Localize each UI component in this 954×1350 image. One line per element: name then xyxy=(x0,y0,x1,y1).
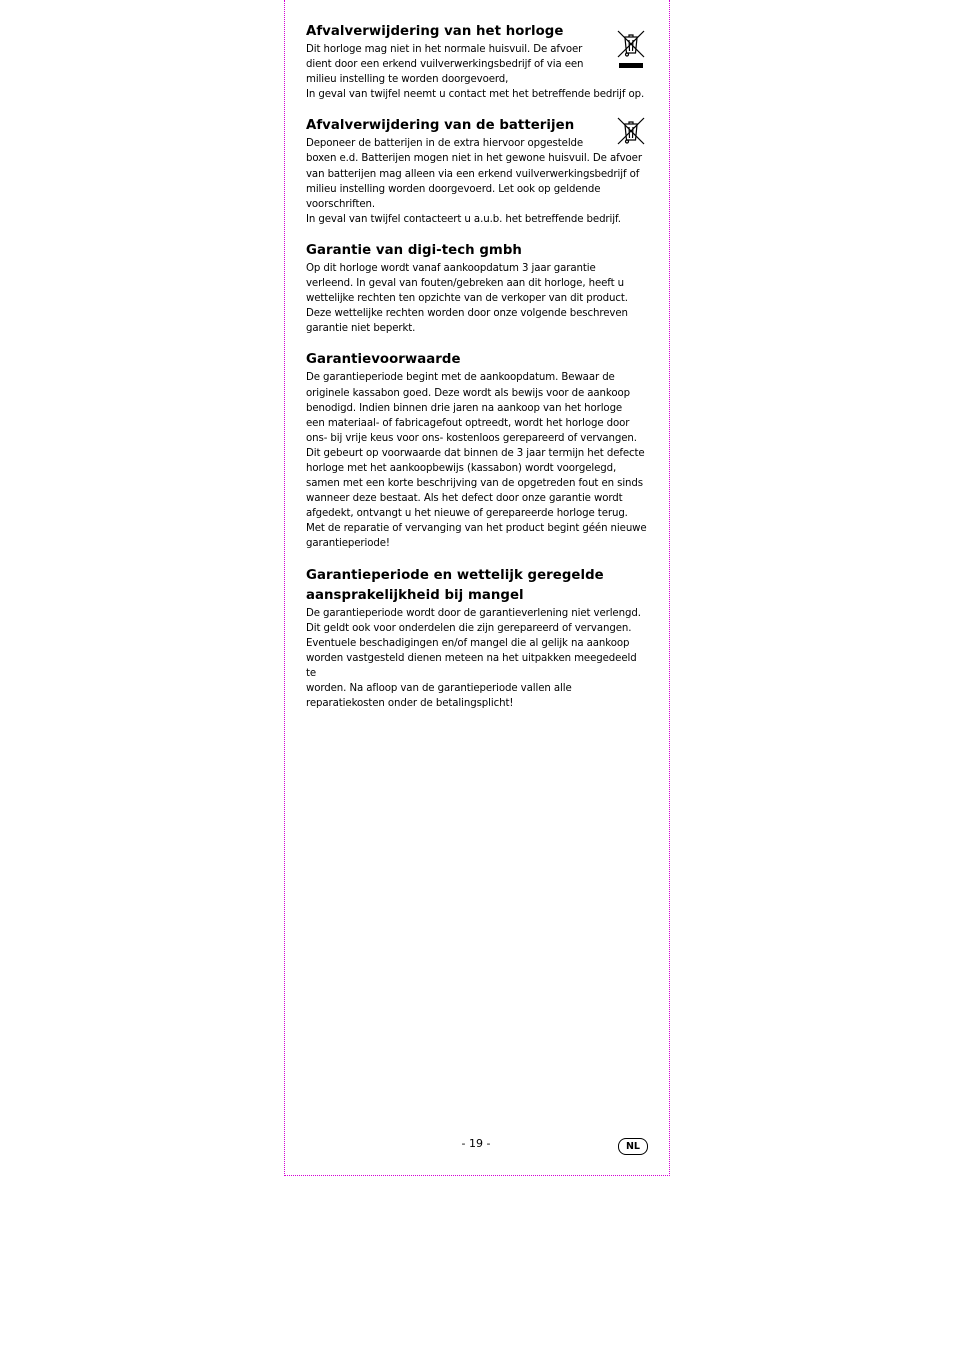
section-heading: Garantievoorwaarde xyxy=(306,352,461,368)
paragraph-line: wettelijke rechten ten opzichte van de verkoper van dit product. xyxy=(306,293,628,305)
section-warranty xyxy=(306,241,648,336)
paragraph-line: ons- bij vrije keus voor ons- kostenloos gerepareerd of vervangen. xyxy=(306,432,637,444)
section-warranty-conditions xyxy=(306,350,648,551)
paragraph-line: Deze wettelijke rechten worden door onze volgende beschreven xyxy=(306,308,628,320)
paragraph-line: Dit gebeurt op voorwaarde dat binnen de 3 jaar termijn het defecte xyxy=(306,447,645,459)
section-heading: Garantieperiode en wettelijk geregelde xyxy=(306,567,604,583)
paragraph-line: milieu instelling worden doorgevoerd. Let ook op geldende xyxy=(306,183,601,195)
paragraph-line: De garantieperiode begint met de aankoopdatum. Bewaar de xyxy=(306,372,615,384)
paragraph-line: Met de reparatie of vervanging van het product begint géén nieuwe xyxy=(306,523,647,535)
section-warranty-period-liability xyxy=(306,566,648,712)
paragraph-line: voorschriften. xyxy=(306,198,376,210)
paragraph-line: van batterijen mag alleen via een erkend vuilverwerkingsbedrijf of xyxy=(306,168,640,180)
paragraph-line: verleend. In geval van fouten/gebreken aan dit horloge, heeft u xyxy=(306,278,625,290)
section-battery-disposal xyxy=(306,116,648,227)
paragraph-line: horloge met het aankoopbewijs (kassabon) wordt voorgelegd, xyxy=(306,462,617,474)
paragraph-line: reparatiekosten onder de betalingsplicht! xyxy=(306,698,514,710)
paragraph-line: In geval van twijfel contacteert u a.u.b. het betreffende bedrijf. xyxy=(306,213,621,225)
section-heading: Afvalverwijdering van de batterijen xyxy=(306,118,575,134)
paragraph-line: milieu instelling te worden doorgevoerd, xyxy=(306,74,509,86)
language-badge: NL xyxy=(618,1138,648,1155)
paragraph-line: Op dit horloge wordt vanaf aankoopdatum 3 jaar garantie xyxy=(306,262,596,274)
paragraph-line: Deponeer de batterijen in de extra hiervoor opgestelde xyxy=(306,138,584,150)
paragraph-line: De garantieperiode wordt door de garantieverlening niet verlengd. xyxy=(306,607,641,619)
paragraph-line: garantieperiode! xyxy=(306,538,390,550)
paragraph-line: een materiaal- of fabricagefout optreedt, wordt het horloge door xyxy=(306,417,630,429)
paragraph-line: boxen e.d. Batterijen mogen niet in het gewone huisvuil. De afvoer xyxy=(306,153,642,165)
section-heading: aansprakelijkheid bij mangel xyxy=(306,587,524,603)
paragraph-line: In geval van twijfel neemt u contact met het betreffende bedrijf op. xyxy=(306,89,645,101)
paragraph-line: afgedekt, ontvangt u het nieuwe of gerepareerde horloge terug. xyxy=(306,508,628,520)
paragraph-line: garantie niet beperkt. xyxy=(306,323,416,335)
page-number: - 19 - xyxy=(461,1137,491,1150)
section-heading: Garantie van digi-tech gmbh xyxy=(306,242,522,258)
paragraph-line: Dit geldt ook voor onderdelen die zijn gerepareerd of vervangen. xyxy=(306,622,632,634)
document-content xyxy=(306,22,648,711)
paragraph-line: worden vastgesteld dienen meteen na het uitpakken meegedeeld te xyxy=(306,652,637,679)
paragraph-line: dient door een erkend vuilverwerkingsbedrijf of via een xyxy=(306,59,584,71)
paragraph-line: samen met een korte beschrijving van de opgetreden fout en sinds xyxy=(306,478,643,490)
section-watch-disposal xyxy=(306,22,648,102)
paragraph-line: worden. Na afloop van de garantieperiode vallen alle xyxy=(306,683,572,694)
section-heading: Afvalverwijdering van het horloge xyxy=(306,24,564,39)
paragraph-line: wanneer deze bestaat. Als het defect door onze garantie wordt xyxy=(306,493,623,505)
paragraph-line: Eventuele beschadigingen en/of mangel die al gelijk na aankoop xyxy=(306,637,630,649)
paragraph-line: Dit horloge mag niet in het normale huisvuil. De afvoer xyxy=(306,44,583,55)
paragraph-line: benodigd. Indien binnen drie jaren na aankoop van het horloge xyxy=(306,402,623,414)
paragraph-line: originele kassabon goed. Deze wordt als bewijs voor de aankoop xyxy=(306,387,630,399)
